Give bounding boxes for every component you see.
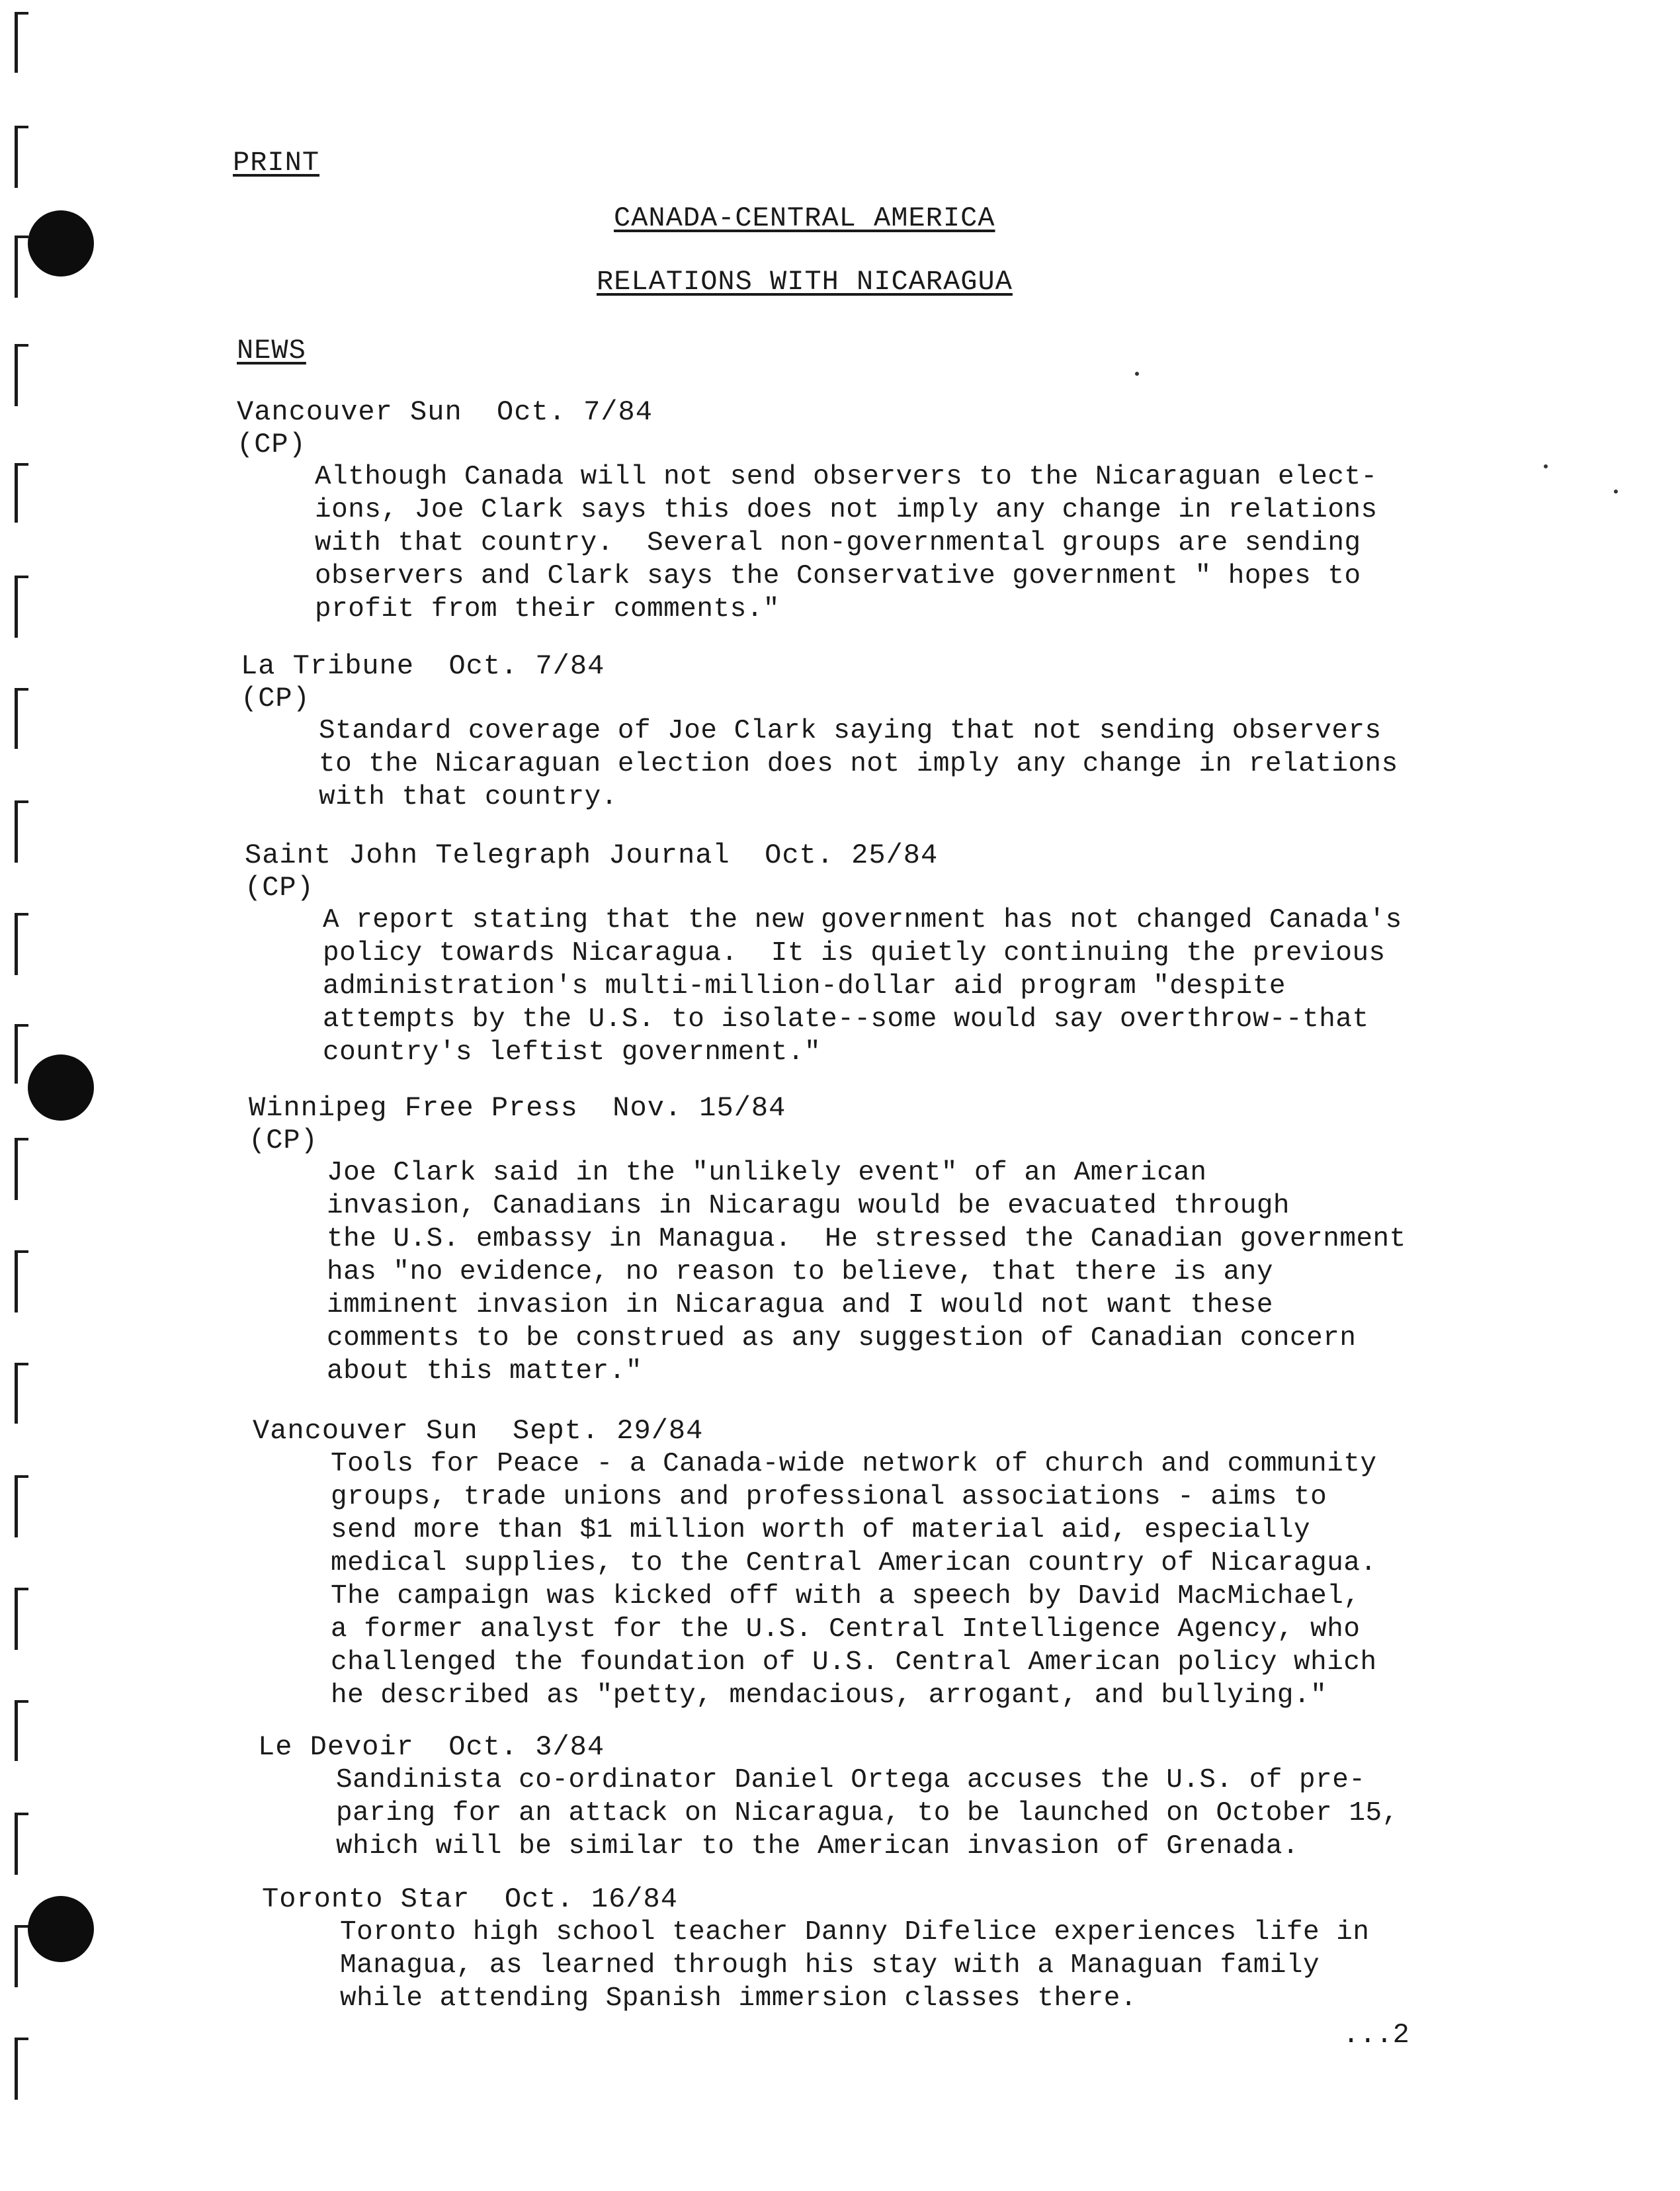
entry-text-line: about this matter." <box>327 1356 642 1387</box>
binder-edge-mark <box>15 1250 28 1312</box>
entry-source: La Tribune Oct. 7/84 <box>241 650 605 682</box>
entry-text-line: imminent invasion in Nicaragua and I would not want these <box>327 1290 1273 1320</box>
entry-source: Winnipeg Free Press Nov. 15/84 <box>249 1092 786 1124</box>
binder-edge-mark <box>15 913 28 975</box>
document-subtitle: RELATIONS WITH NICARAGUA <box>597 266 1013 298</box>
entry-text-line: Toronto high school teacher Danny Difelice experiences life in <box>340 1917 1370 1948</box>
news-entry <box>249 1092 1572 1388</box>
entry-agency: (CP) <box>241 683 310 714</box>
binder-edge-mark <box>15 2038 28 2100</box>
section-heading: PRINT <box>233 147 320 179</box>
binder-edge-mark <box>15 1925 28 1987</box>
entry-text-line: ions, Joe Clark says this does not imply any change in relations <box>315 495 1378 525</box>
binder-edge-mark <box>15 688 28 749</box>
binder-edge-mark <box>15 236 28 298</box>
entry-text-line: Although Canada will not send observers to the Nicaraguan elect- <box>315 462 1378 492</box>
entry-text-line: comments to be construed as any suggestion of Canadian concern <box>327 1323 1357 1353</box>
entry-source: Le Devoir Oct. 3/84 <box>258 1731 605 1763</box>
news-entry <box>245 839 1568 1069</box>
binder-edge-mark <box>15 1363 28 1424</box>
entry-text-line: A report stating that the new government has not changed Canada's <box>323 905 1402 935</box>
entry-text-line: send more than $1 million worth of material aid, especially <box>331 1515 1311 1545</box>
entry-text-line: Sandinista co-ordinator Daniel Ortega accuses the U.S. of pre- <box>336 1765 1366 1795</box>
binder-edge-mark <box>15 126 28 188</box>
entry-text-line: with that country. <box>319 782 618 812</box>
entry-text-line: has "no evidence, no reason to believe, that there is any <box>327 1257 1273 1287</box>
binder-edge-mark <box>15 1024 28 1084</box>
entry-text-line: groups, trade unions and professional associations - aims to <box>331 1482 1327 1512</box>
binder-edge-mark <box>15 1588 28 1650</box>
entry-text-line: Managua, as learned through his stay with a Managuan family <box>340 1950 1320 1981</box>
binder-edge-mark <box>15 576 28 638</box>
binder-edge-mark <box>15 463 28 523</box>
entry-text-line: with that country. Several non-governmental groups are sending <box>315 528 1361 558</box>
entry-text-line: country's leftist government." <box>323 1037 821 1068</box>
entry-text-line: invasion, Canadians in Nicaragu would be evacuated through <box>327 1191 1290 1221</box>
entry-agency: (CP) <box>245 872 314 904</box>
binder-edge-mark <box>15 1475 28 1537</box>
news-entry <box>253 1414 1575 1712</box>
entry-source: Vancouver Sun Sept. 29/84 <box>253 1415 704 1447</box>
news-entry <box>241 650 1564 814</box>
entry-text-line: to the Nicaraguan election does not imply any change in relations <box>319 749 1398 779</box>
entry-text-line: administration's multi-million-dollar aid program "despite <box>323 971 1286 1002</box>
punch-hole <box>28 210 94 277</box>
entry-agency: (CP) <box>237 429 306 460</box>
entry-text-line: he described as "petty, mendacious, arrogant, and bullying." <box>331 1680 1327 1711</box>
page-number: ...2 <box>1343 2019 1409 2051</box>
entry-text-line: the U.S. embassy in Managua. He stressed the Canadian government <box>327 1224 1406 1254</box>
punch-hole <box>28 1054 94 1121</box>
entry-text-line: observers and Clark says the Conservative government " hopes to <box>315 561 1361 591</box>
entry-source: Toronto Star Oct. 16/84 <box>262 1883 678 1915</box>
entry-agency: (CP) <box>249 1125 318 1156</box>
binder-edge-mark <box>15 1813 28 1875</box>
entry-text-line: which will be similar to the American invasion of Grenada. <box>336 1831 1300 1862</box>
entry-text-line: policy towards Nicaragua. It is quietly continuing the previous <box>323 938 1386 968</box>
scan-speck <box>1614 490 1618 494</box>
binder-edge-mark <box>15 344 28 406</box>
punch-hole <box>28 1896 94 1962</box>
entry-text-line: attempts by the U.S. to isolate--some would say overthrow--that <box>323 1004 1369 1035</box>
news-entry <box>262 1883 1585 2015</box>
category-heading: NEWS <box>237 335 306 366</box>
entry-text-line: The campaign was kicked off with a speech by David MacMichael, <box>331 1581 1361 1611</box>
entry-text-line: Joe Clark said in the "unlikely event" of an American <box>327 1158 1207 1188</box>
entry-text-line: Tools for Peace - a Canada-wide network of church and community <box>331 1449 1377 1479</box>
entry-text-line: while attending Spanish immersion classes there. <box>340 1983 1137 2014</box>
entry-source: Saint John Telegraph Journal Oct. 25/84 <box>245 839 939 871</box>
entry-source: Vancouver Sun Oct. 7/84 <box>237 396 653 428</box>
entry-text-line: Standard coverage of Joe Clark saying that not sending observers <box>319 716 1382 746</box>
entry-text-line: a former analyst for the U.S. Central Intelligence Agency, who <box>331 1614 1361 1645</box>
binder-edge-mark <box>15 12 28 73</box>
entry-text-line: profit from their comments." <box>315 594 780 624</box>
binder-edge-mark <box>15 1138 28 1200</box>
entry-text-line: medical supplies, to the Central American country of Nicaragua. <box>331 1548 1377 1578</box>
binder-edge-mark <box>15 1700 28 1761</box>
scan-speck <box>1135 372 1139 376</box>
document-title: CANADA-CENTRAL AMERICA <box>614 202 995 234</box>
entry-text-line: challenged the foundation of U.S. Central American policy which <box>331 1647 1377 1678</box>
news-entry <box>237 396 1560 626</box>
binder-edge-mark <box>15 800 28 863</box>
news-entry <box>258 1731 1581 1863</box>
entry-text-line: paring for an attack on Nicaragua, to be launched on October 15, <box>336 1798 1399 1828</box>
